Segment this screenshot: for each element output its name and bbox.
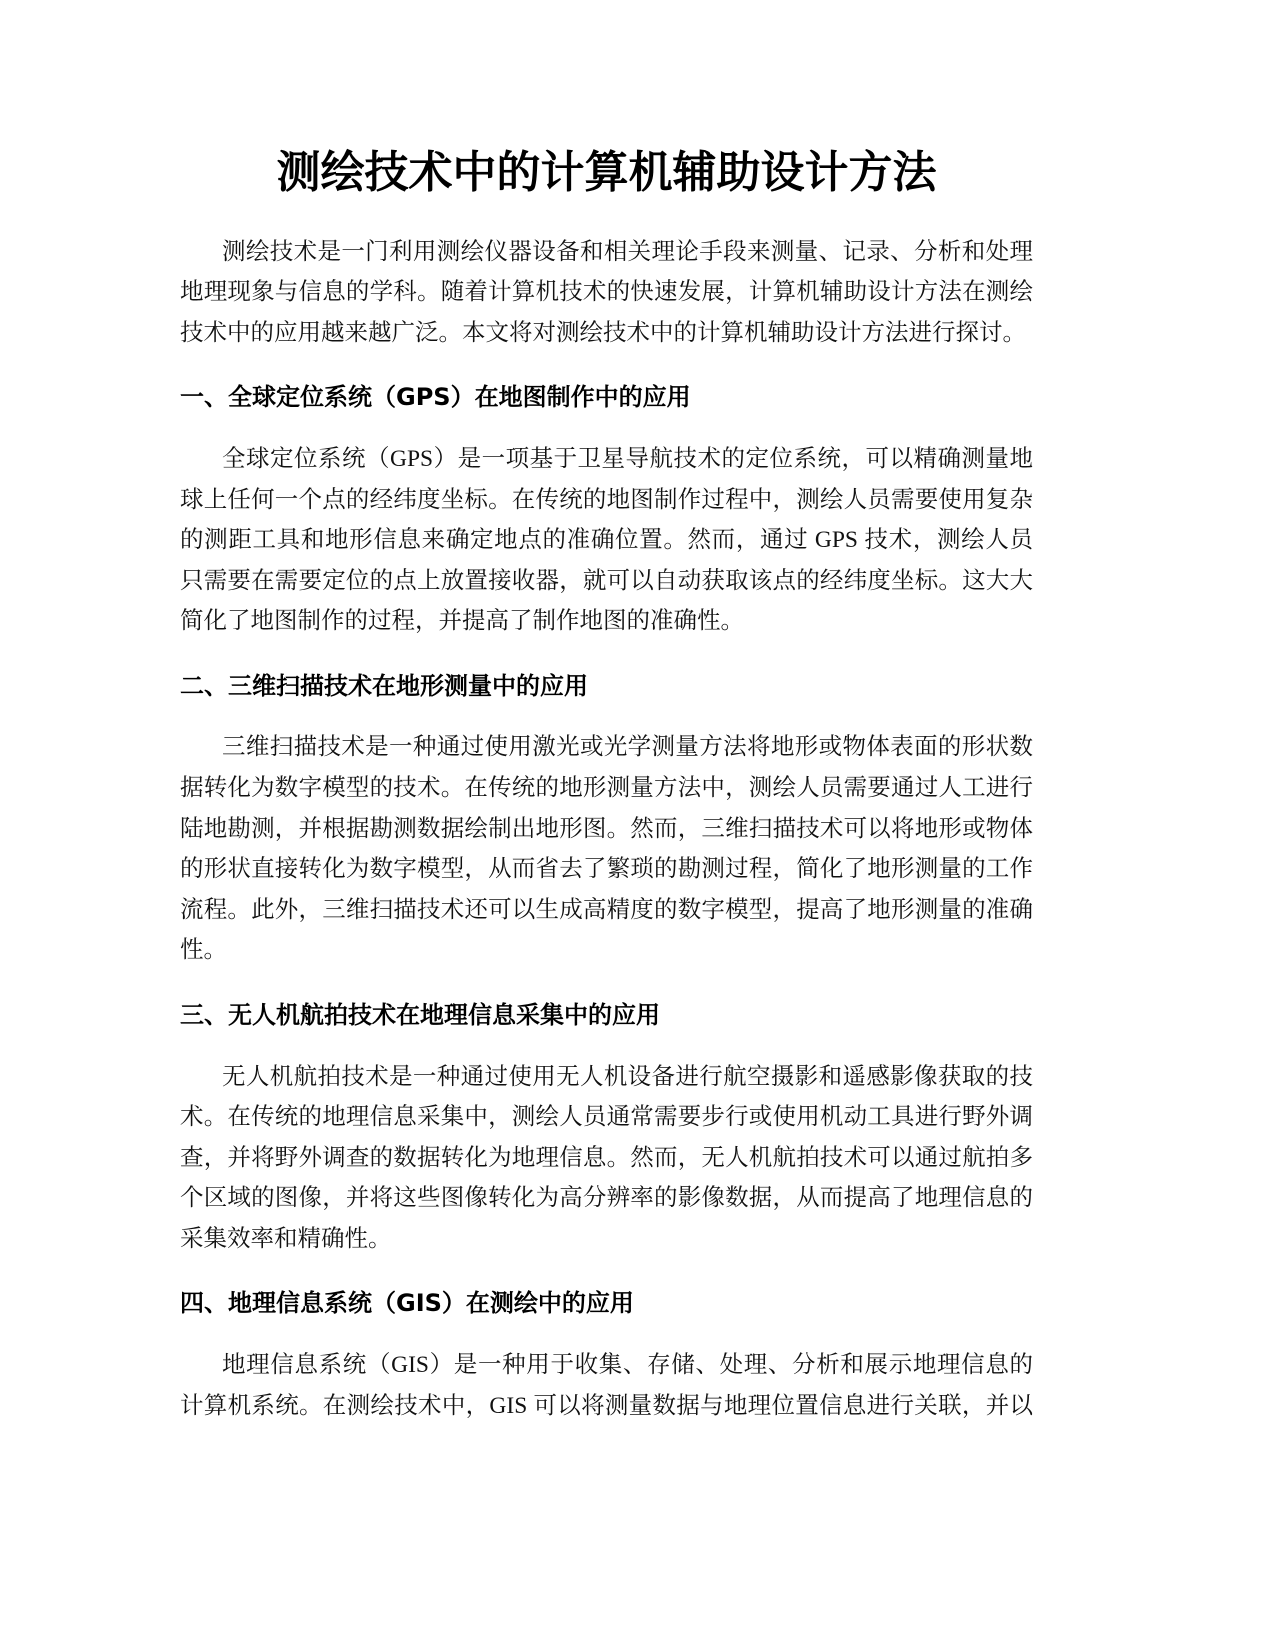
paragraph-line: 全球定位系统（GPS）是一项基于卫星导航技术的定位系统，可以精确测量地 xyxy=(222,445,1033,472)
paragraph-line: 地理现象与信息的学科。随着计算机技术的快速发展，计算机辅助设计方法在测绘 xyxy=(180,279,1033,306)
section-heading-drone: 三、无人机航拍技术在地理信息采集中的应用 xyxy=(180,1001,660,1029)
paragraph-line: 球上任何一个点的经纬度坐标。在传统的地图制作过程中，测绘人员需要使用复杂 xyxy=(180,486,1033,513)
paragraph-line: 只需要在需要定位的点上放置接收器，就可以自动获取该点的经纬度坐标。这大大 xyxy=(180,567,1033,594)
paragraph-line: 流程。此外，三维扫描技术还可以生成高精度的数字模型，提高了地形测量的准确 xyxy=(180,896,1033,923)
paragraph-line: 计算机系统。在测绘技术中，GIS 可以将测量数据与地理位置信息进行关联，并以 xyxy=(180,1392,1033,1419)
section-gps-paragraph xyxy=(180,439,1033,642)
section-drone-paragraph xyxy=(180,1057,1033,1260)
section-gis-paragraph xyxy=(180,1345,1033,1426)
paragraph-line: 技术中的应用越来越广泛。本文将对测绘技术中的计算机辅助设计方法进行探讨。 xyxy=(180,319,1026,346)
intro-paragraph xyxy=(180,232,1033,354)
section-3d-scanning-paragraph xyxy=(180,727,1033,971)
paragraph-line: 个区域的图像，并将这些图像转化为高分辨率的影像数据，从而提高了地理信息的 xyxy=(180,1185,1033,1212)
paragraph-line: 测绘技术是一门利用测绘仪器设备和相关理论手段来测量、记录、分析和处理 xyxy=(222,238,1033,265)
paragraph-line: 地理信息系统（GIS）是一种用于收集、存储、处理、分析和展示地理信息的 xyxy=(222,1351,1033,1378)
paragraph-line: 无人机航拍技术是一种通过使用无人机设备进行航空摄影和遥感影像获取的技 xyxy=(222,1063,1033,1090)
document-body xyxy=(180,145,1033,1426)
document-title: 测绘技术中的计算机辅助设计方法 xyxy=(276,147,937,198)
paragraph-line: 简化了地图制作的过程，并提高了制作地图的准确性。 xyxy=(180,608,744,635)
paragraph-line: 的测距工具和地形信息来确定地点的准确位置。然而，通过 GPS 技术，测绘人员 xyxy=(180,527,1033,554)
paragraph-line: 的形状直接转化为数字模型，从而省去了繁琐的勘测过程，简化了地形测量的工作 xyxy=(180,856,1033,883)
section-heading-gps: 一、全球定位系统（GPS）在地图制作中的应用 xyxy=(180,383,691,412)
paragraph-line: 采集效率和精确性。 xyxy=(180,1225,392,1252)
paragraph-line: 据转化为数字模型的技术。在传统的地形测量方法中，测绘人员需要通过人工进行 xyxy=(180,775,1033,802)
paragraph-line: 三维扫描技术是一种通过使用激光或光学测量方法将地形或物体表面的形状数 xyxy=(222,734,1033,761)
paragraph-line: 性。 xyxy=(180,937,227,964)
paragraph-line: 查，并将野外调查的数据转化为地理信息。然而，无人机航拍技术可以通过航拍多 xyxy=(180,1144,1033,1171)
section-heading-gis: 四、地理信息系统（GIS）在测绘中的应用 xyxy=(180,1289,634,1318)
paragraph-line: 术。在传统的地理信息采集中，测绘人员通常需要步行或使用机动工具进行野外调 xyxy=(180,1104,1033,1131)
section-heading-3d-scanning: 二、三维扫描技术在地形测量中的应用 xyxy=(180,671,588,700)
paragraph-line: 陆地勘测，并根据勘测数据绘制出地形图。然而，三维扫描技术可以将地形或物体 xyxy=(180,815,1033,842)
